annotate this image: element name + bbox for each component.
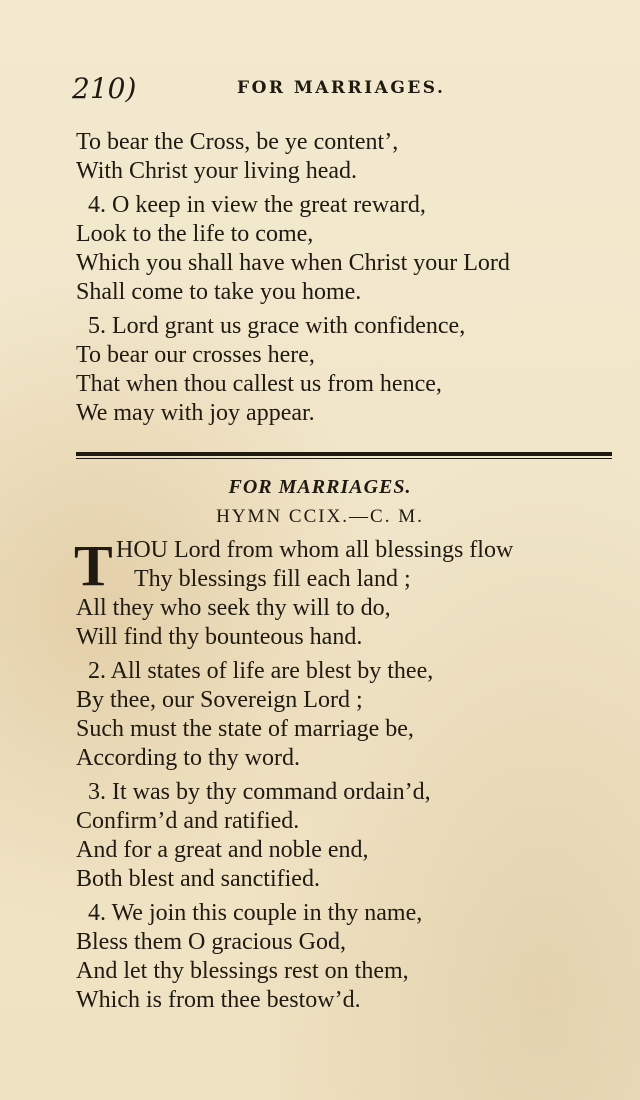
- verse-line: That when thou callest us from hence,: [76, 371, 442, 397]
- verse-line: 3. It was by thy command ordain’d,: [88, 779, 431, 805]
- verse-line: And for a great and noble end,: [76, 837, 369, 863]
- verse-line: Confirm’d and ratified.: [76, 808, 300, 834]
- verse-line: All they who seek thy will to do,: [76, 595, 391, 621]
- verse-line: And let thy blessings rest on them,: [76, 958, 409, 984]
- verse-line: Which is from thee bestow’d.: [76, 987, 361, 1013]
- verse-line: To bear the Cross, be ye content’,: [76, 129, 399, 155]
- verse-line: 4. O keep in view the great reward,: [88, 192, 426, 218]
- verse-line: Bless them O gracious God,: [76, 929, 346, 955]
- verse-line: According to thy word.: [76, 745, 300, 771]
- verse-line: We may with joy appear.: [76, 400, 315, 426]
- verse-line: Both blest and sanctified.: [76, 866, 320, 892]
- running-head: FOR MARRIAGES.: [237, 78, 446, 98]
- verse-line: By thee, our Sovereign Lord ;: [76, 687, 363, 713]
- page-number: 210): [72, 72, 137, 105]
- hymn-title: HYMN CCIX.—C. M.: [216, 506, 424, 527]
- verse-line: Will find thy bounteous hand.: [76, 624, 363, 650]
- verse-line: HOU Lord from whom all blessings flow: [116, 537, 514, 563]
- verse-line: With Christ your living head.: [76, 158, 358, 184]
- verse-line: 2. All states of life are blest by thee,: [88, 658, 434, 684]
- section-divider: [76, 452, 612, 459]
- verse-line: Thy blessings fill each land ;: [134, 566, 411, 592]
- verse-line: 5. Lord grant us grace with confidence,: [88, 313, 466, 339]
- section-title: FOR MARRIAGES.: [228, 476, 412, 498]
- drop-cap: T: [74, 533, 113, 598]
- verse-line: To bear our crosses here,: [76, 342, 315, 368]
- page-header: [72, 72, 612, 106]
- verse-line: Which you shall have when Christ your Lord: [76, 250, 510, 276]
- verse-line: Look to the life to come,: [76, 221, 314, 247]
- verse-line: 4. We join this couple in thy name,: [88, 900, 423, 926]
- verse-line: Such must the state of marriage be,: [76, 716, 414, 742]
- verse-line: Shall come to take you home.: [76, 279, 362, 305]
